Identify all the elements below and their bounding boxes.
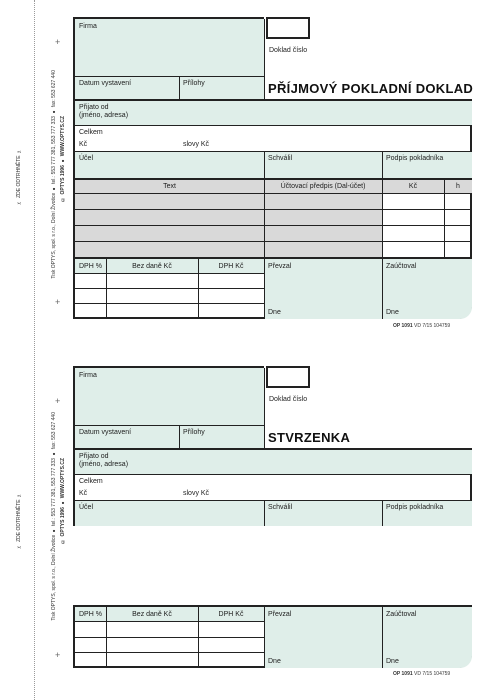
prijato-field[interactable] [75, 101, 472, 125]
dph-kc-label: DPH Kč [218, 611, 244, 618]
form-code: OP 1091 VD 7/15 104759 [393, 323, 451, 329]
page-title: PŘÍJMOVÝ POKLADNÍ DOKLAD [268, 81, 474, 96]
datum-label: Datum vystavení [79, 429, 132, 436]
zauctoval-label: Zaúčtoval [386, 611, 417, 618]
prilohy-label: Přílohy [183, 429, 205, 436]
firma-field[interactable] [75, 368, 264, 425]
copyright-info: © OPTYS 1996 ● WWW.OPTYS.CZ [60, 116, 66, 202]
prevzal-field[interactable] [264, 259, 472, 319]
prevzal-label: Převzal [268, 611, 292, 618]
schvalil-label: Schválil [268, 504, 293, 511]
bez-dane-label: Bez daně Kč [132, 263, 172, 270]
copyright-info: © OPTYS 1996 ● WWW.OPTYS.CZ [60, 458, 66, 544]
kc-label: Kč [79, 141, 88, 148]
dne-label: Dne [386, 658, 399, 665]
firma-label: Firma [79, 23, 97, 30]
prijato-sub-label: (jméno, adresa) [79, 112, 129, 119]
doc-no-label: Doklad číslo [269, 396, 308, 403]
cut-label: ✂ ZDE ODTRHNĚTE ✂ [16, 492, 22, 550]
dne-label: Dne [268, 658, 281, 665]
podpis-label: Podpis pokladníka [386, 504, 444, 511]
datum-label: Datum vystavení [79, 80, 132, 87]
prijato-label: Přijato od [79, 453, 109, 460]
dph-kc-label: DPH Kč [218, 263, 244, 270]
prijato-field[interactable] [75, 450, 472, 474]
printer-info: Tisk OPTYS, spol. s r.o., Dolní Životice ● tel.: 553 777 381, 553 777 333 ● fax: 553 627 440 [51, 412, 57, 621]
ucel-label: Účel [79, 504, 94, 511]
punch-mark-icon: + [55, 396, 61, 406]
receipt-form [73, 17, 472, 319]
dph-label: DPH % [79, 263, 102, 270]
dne-label: Dne [386, 309, 399, 316]
perforation-line [34, 0, 35, 700]
col-predpis-header: Účtovací předpis (Dal-účet) [280, 183, 366, 190]
bez-dane-label: Bez daně Kč [132, 611, 172, 618]
doc-no-label: Doklad číslo [269, 47, 308, 54]
prilohy-label: Přílohy [183, 80, 205, 87]
slovy-label: slovy Kč [183, 490, 210, 497]
stub-title: STVRZENKA [268, 430, 351, 445]
punch-mark-icon: + [55, 650, 61, 660]
firma-label: Firma [79, 372, 97, 379]
podpis-label: Podpis pokladníka [386, 155, 444, 162]
punch-mark-icon: + [55, 297, 61, 307]
col-text-header: Text [163, 183, 176, 190]
stub-form-bottom [73, 605, 472, 668]
doc-number-box[interactable] [266, 366, 310, 388]
slovy-label: slovy Kč [183, 141, 210, 148]
prijato-sub-label: (jméno, adresa) [79, 461, 129, 468]
dph-label: DPH % [79, 611, 102, 618]
punch-mark-icon: + [55, 37, 61, 47]
ucel-label: Účel [79, 155, 94, 162]
prevzal-label: Převzal [268, 263, 292, 270]
form-code: OP 1091 VD 7/15 104759 [393, 671, 451, 677]
kc-label: Kč [79, 490, 88, 497]
stub-form-top [73, 366, 472, 526]
prevzal-field[interactable] [264, 607, 472, 668]
col-kc-header: Kč [408, 183, 418, 190]
printer-info: Tisk OPTYS, spol. s r.o., Dolní Životice ● tel.: 553 777 381, 553 777 333 ● fax: 553 627 440 [51, 70, 57, 279]
celkem-label: Celkem [79, 129, 103, 136]
dne-label: Dne [268, 309, 281, 316]
schvalil-label: Schválil [268, 155, 293, 162]
cut-label: ✂ ZDE ODTRHNĚTE ✂ [16, 148, 22, 206]
col-h-header: h [456, 183, 460, 190]
doc-number-box[interactable] [266, 17, 310, 39]
celkem-label: Celkem [79, 478, 103, 485]
zauctoval-label: Zaúčtoval [386, 263, 417, 270]
prijato-label: Přijato od [79, 104, 109, 111]
firma-field[interactable] [75, 19, 264, 76]
